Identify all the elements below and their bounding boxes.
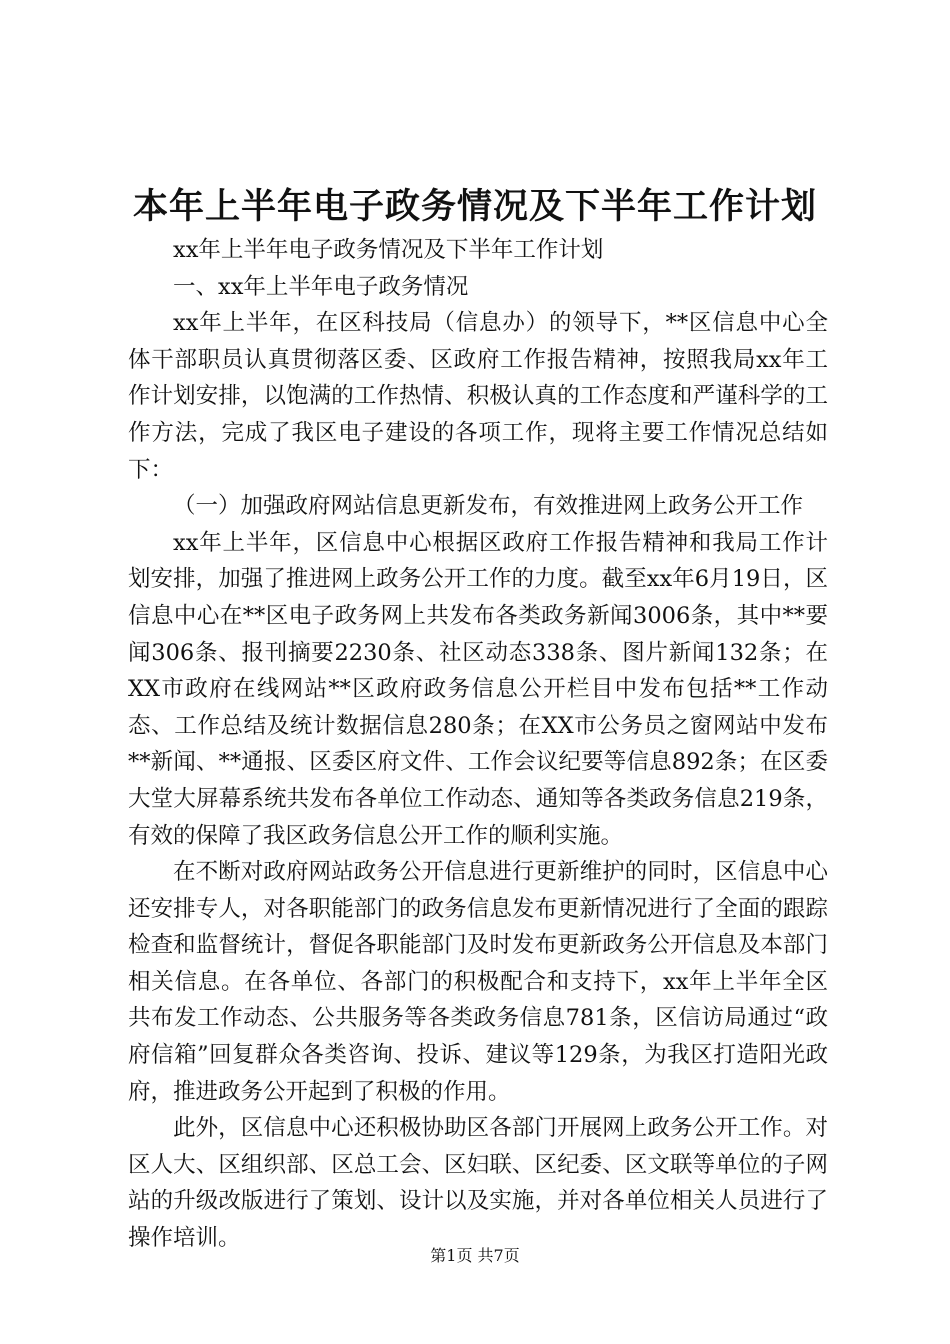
section-heading: 一、xx年上半年电子政务情况 (173, 273, 469, 300)
body-paragraph: xx年上半年，在区科技局（信息办）的领导下，**区信息中心全体干部职员认真贯彻落区委、区政府工作报告精神，按照我局xx年工作计划安排，以饱满的工作热情、积极认真的工作态度和严谨科学的工作方法，完成了我区电子建设的各项工作，现将主要工作情况总结如下： (128, 310, 828, 483)
document-title: 本年上半年电子政务情况及下半年工作计划 (132, 186, 817, 227)
page-number-footer: 第1页 共7页 (430, 1246, 520, 1265)
body-paragraph: xx年上半年，区信息中心根据区政府工作报告精神和我局工作计划安排，加强了推进网上政务公开工作的力度。截至xx年6月19日，区信息中心在**区电子政务网上共发布各类政务新闻3006条，其中**要闻306条、报刊摘要2230条、社区动态338条、图片新闻132条；在XX市政府在线网站**区政府政务信息公开栏目中发布包括**工作动态、工作总结及统计数据信息280条；在XX市公务员之窗网站中发布**新闻、**通报、区委区府文件、工作会议纪要等信息892条；在区委大堂大屏幕系统共发布各单位工作动态、通知等各类政务信息219条，有效的保障了我区政务信息公开工作的顺利实施。 (128, 529, 828, 849)
body-paragraph: 在不断对政府网站政务公开信息进行更新维护的同时，区信息中心还安排专人，对各职能部门的政务信息发布更新情况进行了全面的跟踪检查和监督统计，督促各职能部门及时发布更新政务公开信息及本部门相关信息。在各单位、各部门的积极配合和支持下，xx年上半年全区共布发工作动态、公共服务等各类政务信息781条，区信访局通过“政府信箱”回复群众各类咨询、投诉、建议等129条，为我区打造阳光政府，推进政务公开起到了积极的作用。 (128, 859, 828, 1105)
document-body (128, 232, 828, 1257)
subsection-heading: （一）加强政府网站信息更新发布，有效推进网上政务公开工作 (173, 493, 804, 520)
body-paragraph: 此外，区信息中心还积极协助区各部门开展网上政务公开工作。对区人大、区组织部、区总工会、区妇联、区纪委、区文联等单位的子网站的升级改版进行了策划、设计以及实施，并对各单位相关人员进行了操作培训。 (128, 1115, 828, 1252)
subtitle-paragraph: xx年上半年电子政务情况及下半年工作计划 (173, 237, 604, 263)
